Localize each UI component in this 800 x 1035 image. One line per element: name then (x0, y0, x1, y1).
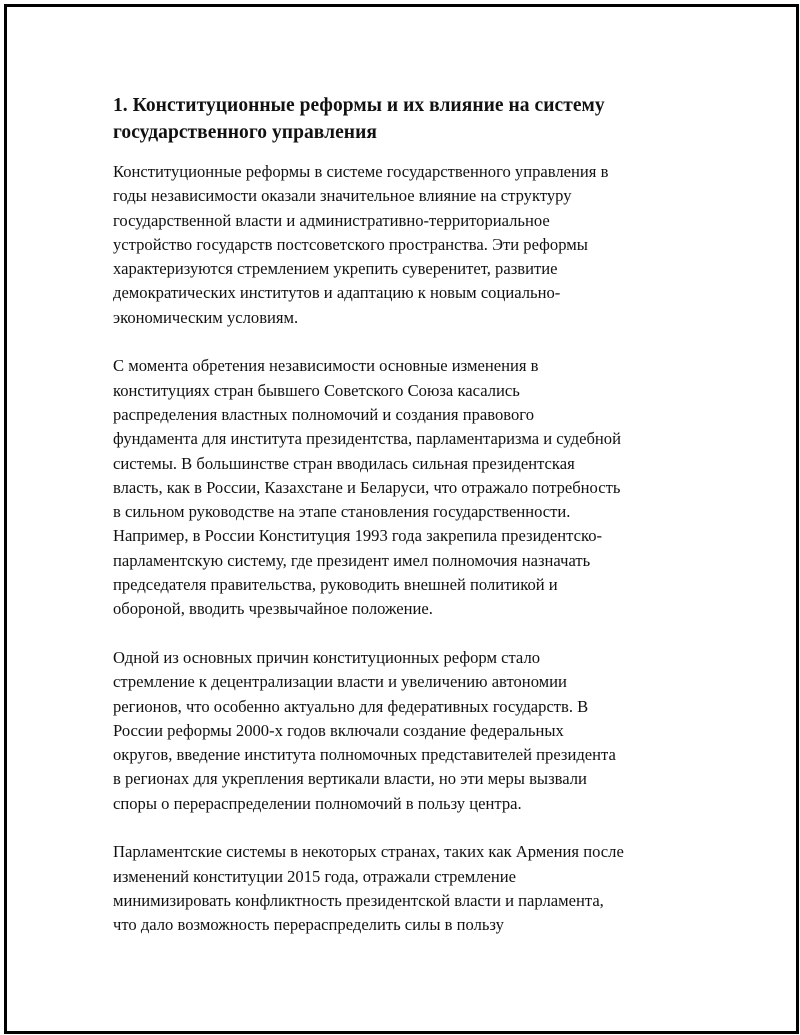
section-heading: 1. Конституционные реформы и их влияние на систему государственного управления (113, 95, 605, 143)
paragraph-3: Одной из основных причин конституционных реформ стало стремление к децентрализации власти и увеличению автономии регионов, что особенно актуально для федеративных государств. В России реформы 2000-х годов включали создание федеральных округов, введение института полномочных представителей президента в регионах для укрепления вертикали власти, но эти меры вызвали споры о перераспределении полномочий в пользу центра. (113, 647, 616, 813)
paragraph-4: Парламентские системы в некоторых странах, таких как Армения после изменений конституции 2015 года, отражали стремление минимизировать конфликтность президентской власти и парламента, что дало возможность перераспределить силы в пользу (113, 842, 624, 935)
paragraph-2: С момента обретения независимости основные изменения в конституциях стран бывшего Советского Союза касались распределения властных полномочий и создания правового фундамента для института президентства, парламентаризма и судебной системы. В большинстве стран вводилась сильная президентская власть, как в России, Казахстане и Беларуси, что отражало потребность в сильном руководстве на этапе становления государственности. Например, в России Конституция 1993 года закрепила президентско- парламентскую систему, где президент имел полномочия назначать председателя правительства, руководить внешней политикой и обороной, вводить чрезвычайное положение. (113, 356, 621, 619)
paragraph-1: Конституционные реформы в системе государственного управления в годы независимости оказали значительное влияние на структуру государственной власти и административно-территориальное устройство государств постсоветского пространства. Эти реформы характеризуются стремлением укрепить суверенитет, развитие демократических институтов и адаптацию к новым социально- экономическим условиям. (113, 162, 609, 327)
document-body (113, 92, 693, 962)
